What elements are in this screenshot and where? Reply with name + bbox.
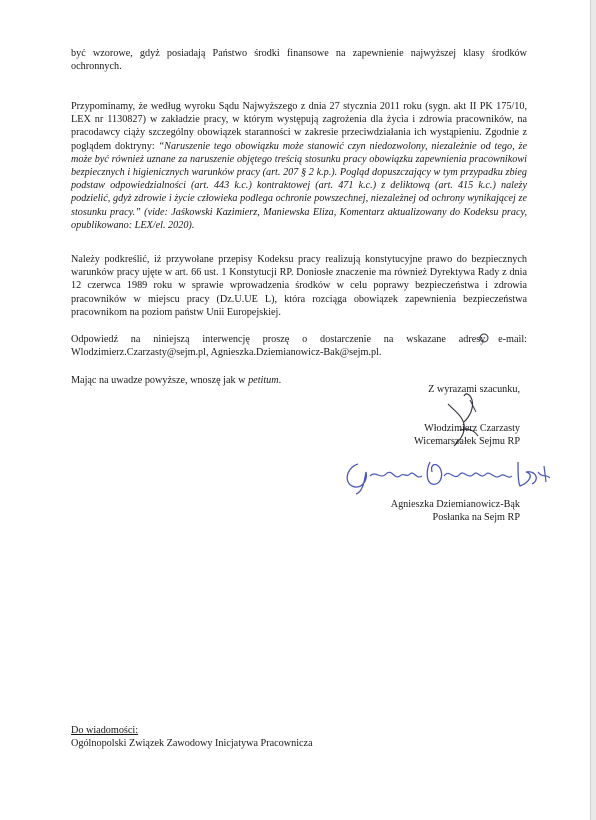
petitum-text: Mając na uwadze powyższe, wnoszę jak w [71, 375, 249, 386]
paragraph-constitution: Należy podkreślić, iż przywołane przepisy Kodeksu pracy realizują konstytucyjne prawo do bezpiecznych warunków pracy ujęte w art. 66 ust. 1 Konstytucji RP. Doniosłe znaczenie ma również Dyrektywa Rady z dnia 12 czerwca 1989 roku w sprawie wprowadzenia środków w celu poprawy bezpieczeństwa i zdrowia pracowników w miejscu pracy (Dz.U.UE L), która rozciąga obowiązek zapewnienia bezpieczeństwa pracownikom na poziom państw Unii Europejskiej. [71, 254, 527, 318]
paragraph-supreme-court-text: Przypominamy, że według wyroku Sądu Najwyższego z dnia 27 stycznia 2011 roku (sygn. akt II PK 175/10, LEX nr 1130827) w zakładzie pracy, w którym występują zagrożenia dla życia i zdrowia pracowników, na pracodawcy ciąży szczególny obowiązek staranności w zakresie przeciwdziałania ich wystąpieniu. Zgodnie z poglądem doktryny: [71, 101, 527, 152]
signer-dziemianowicz-bak [391, 498, 520, 524]
signer-czarzasty [414, 422, 520, 448]
signer-czarzasty-title: Wicemarszałek Sejmu RP [414, 436, 520, 448]
doctrine-source: (vide: Jaśkowski Kazimierz, Maniewska Eliza, Komentarz aktualizowany do Kodeksu pracy, opublikowano: LEX/el. 2020). [71, 206, 527, 231]
cc-heading: Do wiadomości: [71, 725, 139, 736]
petitum-word: petitum [248, 375, 279, 386]
petitum-end: . [278, 375, 282, 386]
doctrine-quote: “Naruszenie tego obowiązku może stanowić czyn niedozwolony, niezależnie od tego, że może być również uznane za naruszenie objętego treścią stosunku pracy obowiązku zapewnienia pracownikowi bezpiecznych i higienicznych warunków pracy (art. 207 § 2 k.p.). Pogląd dopuszczający w tym przypadku zbieg podstaw odpowiedzialności (art. 443 k.c.) kontraktowej (art. 471 k.c.) z deliktową (art. 415 k.c.) należy podzielić, gdyż zdrowie i życie człowieka podlega ochronie powszechnej, niezależnej od ochrony wynikającej ze stosunku pracy.” [71, 140, 527, 218]
closing-text: Z wyrazami szacunku, [428, 384, 520, 395]
signer-dziemianowicz-bak-title: Posłanka na Sejm RP [432, 512, 520, 524]
paragraph-continuation: być wzorowe, gdyż posiadają Państwo środki finansowe na zapewnienie najwyższej klasy środków ochronnych. [71, 48, 527, 73]
signature-dziemianowicz-bak [340, 456, 560, 496]
signer-dziemianowicz-bak-name: Agnieszka Dziemianowicz-Bąk [390, 499, 520, 510]
paragraph-supreme-court [71, 100, 527, 232]
cc-section [71, 724, 527, 750]
signer-czarzasty-name: Włodzimierz Czarzasty [424, 423, 520, 434]
ink-mark [478, 332, 490, 344]
cc-recipient: Ogólnopolski Związek Zawodowy Inicjatywa Pracownicza [71, 738, 313, 750]
paragraph-reply-request: Odpowiedź na niniejszą interwencję proszę o dostarczenie na wskazane adresy e-mail: Wlodzimierz.Czarzasty@sejm.pl, Agnieszka.Dziemianowicz-Bak@sejm.pl. [71, 334, 527, 359]
